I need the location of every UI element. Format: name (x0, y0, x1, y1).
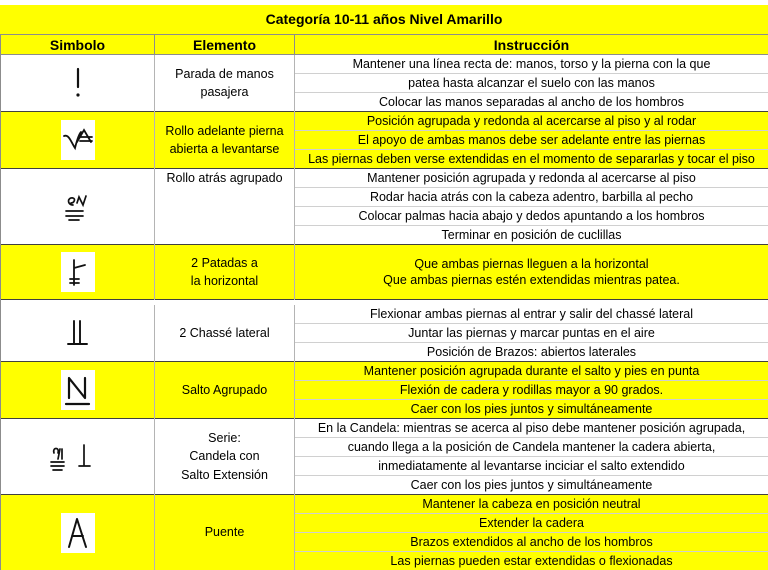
element-line: Parada de manos (155, 65, 294, 84)
instruction-line: cuando llega a la posición de Candela mantener la cadera abierta, (295, 438, 768, 457)
header-elemento: Elemento (155, 35, 295, 55)
element-line: abierta a levantarse (155, 140, 294, 159)
table-row (1, 362, 768, 419)
symbol-cell (1, 362, 155, 419)
table-row (1, 419, 768, 495)
instruction-line: patea hasta alcanzar el suelo con las manos (295, 74, 768, 93)
element-line: Rollo atrás agrupado (155, 169, 294, 188)
element-line: Puente (155, 523, 294, 542)
instruction-line: Mantener una línea recta de: manos, torso y la pierna con la que (295, 55, 768, 74)
symbol-cell (1, 245, 155, 300)
instruction-line: Mantener la cabeza en posición neutral (295, 495, 768, 514)
instruction-line: Terminar en posición de cuclillas (295, 226, 768, 245)
tuck-jump-symbol-icon (61, 370, 95, 410)
instruction-line: Que ambas piernas estén extendidas mientras patea. (295, 271, 768, 300)
instruction-line: Extender la cadera (295, 514, 768, 533)
element-line: Salto Extensión (155, 466, 294, 485)
symbol-cell (1, 169, 155, 245)
instruction-line: Caer con los pies juntos y simultáneamente (295, 476, 768, 495)
element-cell (155, 305, 295, 362)
instruction-line: Mantener posición agrupada y redonda al acercarse al piso (295, 169, 768, 188)
table-row (1, 169, 768, 245)
element-cell (155, 362, 295, 419)
element-line: 2 Patadas a (155, 254, 294, 273)
table-row (1, 300, 768, 362)
symbol-cell (1, 305, 155, 362)
table-row (1, 495, 768, 570)
symbol-cell (1, 55, 155, 112)
exclamation-symbol-icon (61, 63, 95, 103)
table-row (1, 112, 768, 169)
instruction-line: Flexión de cadera y rodillas mayor a 90 grados. (295, 381, 768, 400)
table-row (1, 55, 768, 112)
instruction-line: Caer con los pies juntos y simultáneamente (295, 400, 768, 419)
element-line: 2 Chassé lateral (155, 324, 294, 343)
instruction-line: Mantener posición agrupada durante el salto y pies en punta (295, 362, 768, 381)
element-line: Serie: (155, 429, 294, 448)
element-cell (155, 495, 295, 570)
backward-roll-symbol-icon (61, 187, 95, 227)
instruction-line: Flexionar ambas piernas al entrar y salir del chassé lateral (295, 305, 768, 324)
instruction-line: Posición de Brazos: abiertos laterales (295, 343, 768, 362)
element-cell (155, 419, 295, 495)
symbol-cell (1, 419, 155, 495)
kick-horizontal-symbol-icon (61, 252, 95, 292)
element-line: pasajera (155, 83, 294, 102)
header-row (1, 35, 768, 55)
instruction-line: Brazos extendidos al ancho de los hombros (295, 533, 768, 552)
instruction-line: En la Candela: mientras se acerca al piso debe mantener posición agrupada, (295, 419, 768, 438)
element-line: Salto Agrupado (155, 381, 294, 400)
table-row (1, 245, 768, 300)
instruction-line: Las piernas pueden estar extendidas o flexionadas (295, 552, 768, 570)
header-simbolo: Simbolo (1, 35, 155, 55)
chasse-lateral-symbol-icon (61, 313, 95, 353)
element-cell (155, 169, 295, 245)
elements-table (0, 34, 768, 570)
element-cell (155, 112, 295, 169)
element-cell (155, 245, 295, 300)
instruction-line: Juntar las piernas y marcar puntas en el aire (295, 324, 768, 343)
element-line: la horizontal (155, 272, 294, 291)
sheet-title: Categoría 10-11 años Nivel Amarillo (0, 5, 768, 34)
element-line: Candela con (155, 447, 294, 466)
instruction-line: Posición agrupada y redonda al acercarse al piso y al rodar (295, 112, 768, 131)
symbol-cell (1, 112, 155, 169)
instruction-line: Colocar palmas hacia abajo y dedos apuntando a los hombros (295, 207, 768, 226)
element-cell (155, 55, 295, 112)
instruction-line: Colocar las manos separadas al ancho de los hombros (295, 93, 768, 112)
instruction-line: El apoyo de ambas manos debe ser adelante entre las piernas (295, 131, 768, 150)
candle-extension-jump-symbol-icon (48, 437, 108, 477)
instruction-line: Rodar hacia atrás con la cabeza adentro, barbilla al pecho (295, 188, 768, 207)
symbol-cell (1, 495, 155, 570)
header-instruccion: Instrucción (295, 35, 768, 55)
element-line: Rollo adelante pierna (155, 122, 294, 141)
forward-roll-open-legs-symbol-icon (61, 120, 95, 160)
instruction-line: Que ambas piernas lleguen a la horizontal (295, 245, 768, 272)
instruction-line: inmediatamente al levantarse inciciar el salto extendido (295, 457, 768, 476)
bridge-symbol-icon (61, 513, 95, 553)
instruction-line: Las piernas deben verse extendidas en el momento de separarlas y tocar el piso (295, 150, 768, 169)
